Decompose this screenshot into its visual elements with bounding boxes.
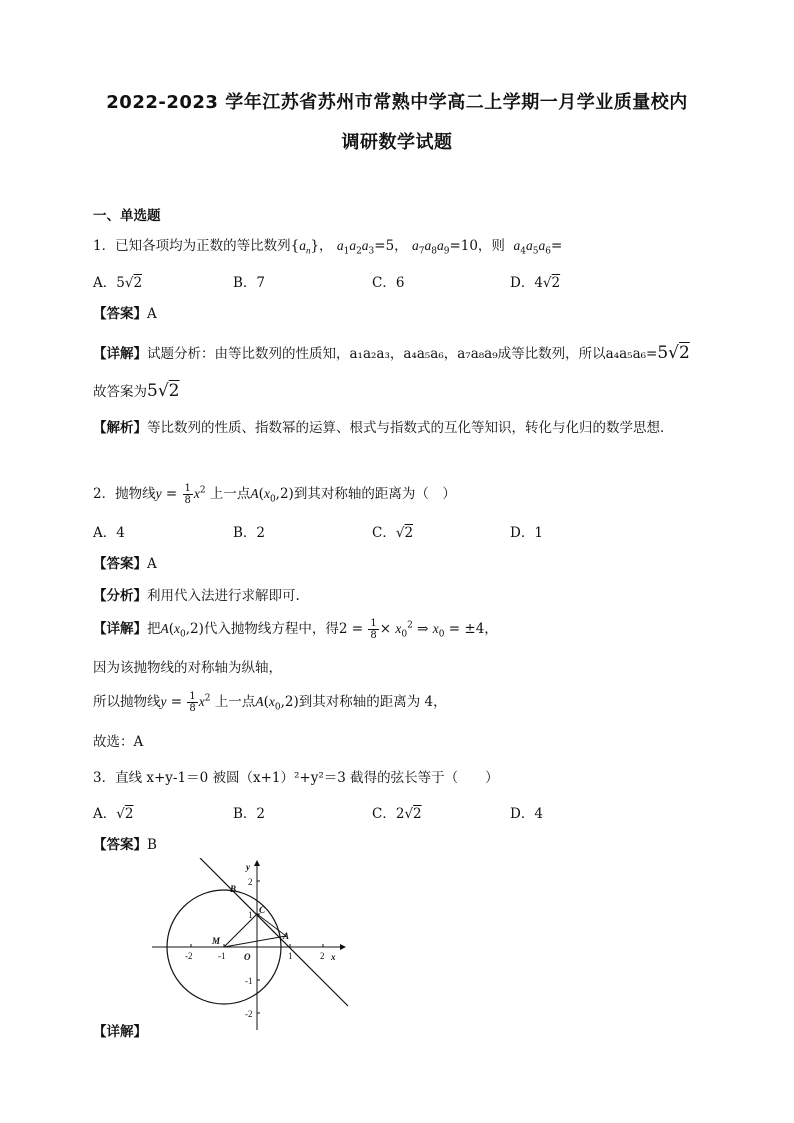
q2-option-a: A．4 — [93, 525, 125, 541]
q3-option-b: B．2 — [233, 806, 266, 822]
x-tick-neg1: -1 — [218, 951, 226, 961]
q1-answer: 【答案】A — [93, 306, 157, 322]
point-a-label: A — [283, 931, 290, 941]
y-tick-neg2: -2 — [245, 1009, 253, 1019]
q2-detail: 【详解】把$A(x_0,2)$代入抛物线方程中，得2 = $\frac{1}{8}$ × $x_0^2$ ⇒ $x_0 = \pm 4$， — [93, 618, 498, 641]
circle-line-figure — [150, 858, 350, 1033]
origin-label: O — [244, 952, 251, 962]
segment-ca — [257, 914, 286, 936]
q2-line4: 故选：A — [93, 734, 144, 750]
x-axis-arrow — [340, 944, 346, 950]
y-tick-2: 2 — [248, 877, 253, 887]
x-axis-label: x — [331, 952, 336, 962]
x-tick-2: 2 — [320, 951, 325, 961]
q1-option-b: B．7 — [233, 275, 266, 291]
q2-answer: 【答案】A — [93, 556, 157, 572]
doc-title-line1: 2022-2023 学年江苏省苏州市常熟中学高二上学期一月学业质量校内 — [106, 92, 688, 113]
y-axis-arrow — [254, 860, 260, 866]
q1-analysis: 【解析】等比数列的性质、指数幂的运算、根式与指数式的互化等知识，转化与化归的数学思想． — [93, 420, 674, 436]
q2-option-b: B．2 — [233, 525, 266, 541]
q2-option-c: C．√2 — [372, 525, 414, 541]
q1-detail: 【详解】试题分析：由等比数列的性质知，a₁a₂a₃，a₄a₅a₆，a₇a₈a₉成等比数列，所以a₄a₅a₆=5√2 — [93, 343, 690, 363]
question-2-stem: 2．抛物线y = $\frac{1}{8}$ $x^2$ 上一点$A(x_0,2)$到其对称轴的距离为（ ） — [93, 483, 456, 506]
q3-option-d: D．4 — [510, 806, 543, 822]
q2-line2: 因为该抛物线的对称轴为纵轴， — [93, 660, 282, 676]
y-axis-label: y — [246, 862, 250, 872]
q2-line3: 所以抛物线y = $\frac{1}{8}$ $x^2$ 上一点$A(x_0,2)$到其对称轴的距离为 4， — [93, 691, 447, 714]
q1-conclusion: 故答案为5√2 — [93, 381, 180, 401]
q2-analysis: 【分析】利用代入法进行求解即可. — [93, 588, 300, 604]
q1-option-a: A．5√2 — [93, 275, 143, 291]
y-tick-1: 1 — [248, 910, 253, 920]
section-heading: 一、单选题 — [93, 208, 161, 224]
q3-option-c: C．2√2 — [372, 806, 422, 822]
q1-option-d: D．4√2 — [510, 275, 561, 291]
point-b-label: B — [230, 884, 237, 894]
doc-title-line2: 调研数学试题 — [341, 132, 453, 153]
question-3-stem: 3．直线 x+y-1＝0 被圆（x+1）²+y²＝3 截得的弦长等于（ ） — [93, 770, 499, 786]
q1-option-c: C．6 — [372, 275, 405, 291]
x-tick-neg2: -2 — [185, 951, 193, 961]
point-c-label: C — [259, 905, 266, 915]
q3-answer: 【答案】B — [93, 837, 157, 853]
y-tick-neg1: -1 — [245, 976, 253, 986]
q2-option-d: D．1 — [510, 525, 543, 541]
x-tick-1: 1 — [288, 951, 293, 961]
chord-line — [200, 858, 348, 1006]
point-m-label: M — [212, 936, 221, 946]
question-1-stem: 1．已知各项均为正数的等比数列$\{a_n\}$， $a_1a_2a_3=5$， $a_7a_8a_9=10$，则 $a_4a_5a_6=$ — [93, 238, 563, 257]
q3-detail: 【详解】 — [93, 1024, 147, 1040]
q3-option-a: A．√2 — [93, 806, 134, 822]
